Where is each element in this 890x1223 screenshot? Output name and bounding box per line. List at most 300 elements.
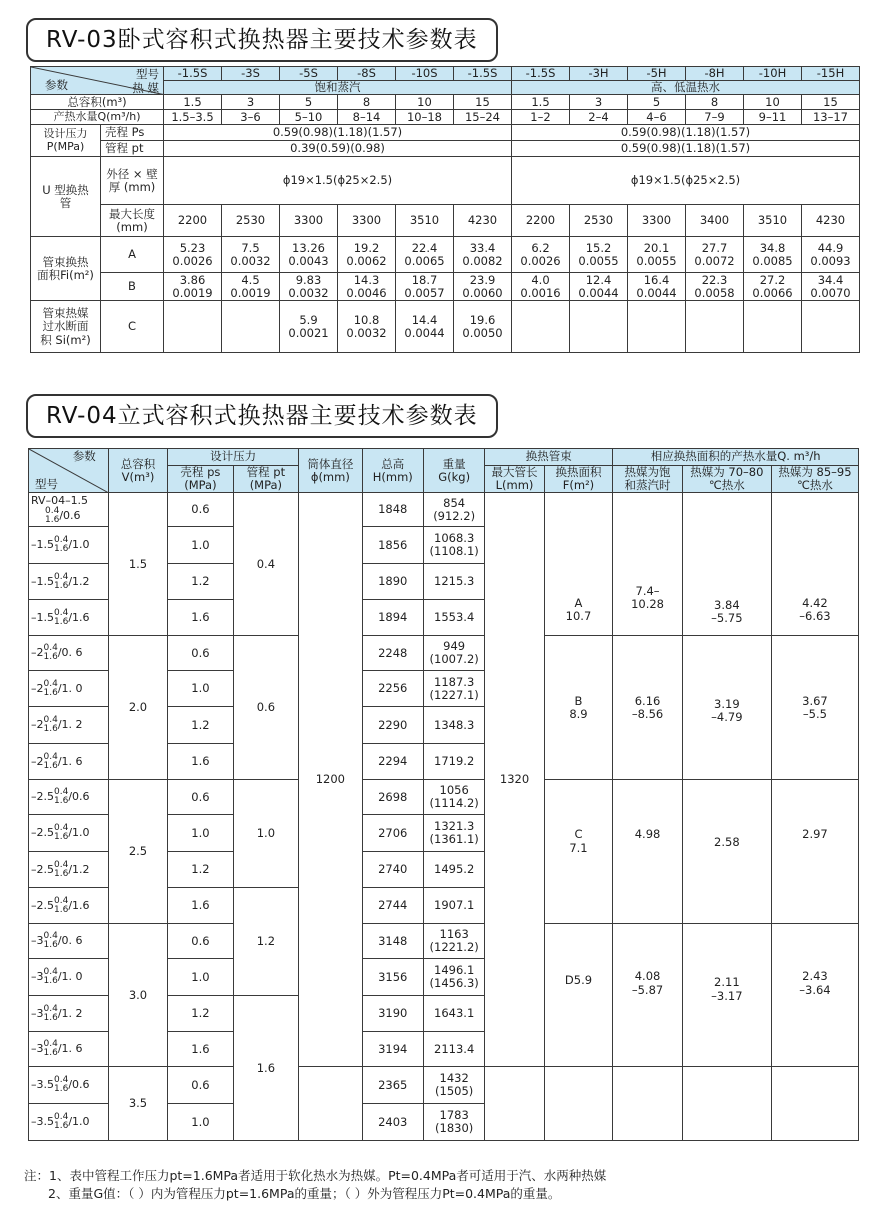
model-suffix: /0.6 xyxy=(68,1078,90,1092)
height-cell: 3156 xyxy=(362,959,423,996)
hot70-output-empty xyxy=(682,1067,771,1141)
height-cell: 3194 xyxy=(362,1032,423,1067)
cell-line: 44.9 xyxy=(817,240,844,255)
row-label: 产热水量Q(m³/h) xyxy=(31,110,164,125)
height-cell: 1848 xyxy=(362,493,423,527)
pressure-fraction: 0.4 1.6 xyxy=(43,1039,58,1059)
cell-line: 0.0062 xyxy=(346,253,387,268)
height-cell: 3148 xyxy=(362,924,423,959)
table-row xyxy=(31,273,860,301)
shell-pressure-cell: 1.0 xyxy=(168,671,233,707)
height-cell: 1856 xyxy=(362,527,423,564)
cell-line: 1068.3 xyxy=(434,531,475,546)
weight-cell xyxy=(423,527,484,564)
hot85-output-cell xyxy=(771,493,858,636)
cell-line: 0.0060 xyxy=(462,285,503,300)
model-cell xyxy=(29,996,109,1032)
shell-pressure-cell: 1.6 xyxy=(168,888,233,924)
area-cell xyxy=(544,493,613,636)
cell-line: 18.7 xyxy=(411,272,438,287)
table-cell xyxy=(570,237,628,273)
shell-pressure-cell: 0.6 xyxy=(168,780,233,815)
table-cell xyxy=(164,301,222,353)
table-cell xyxy=(164,273,222,301)
table-cell: 5 xyxy=(280,95,338,110)
table-cell: 2–4 xyxy=(570,110,628,125)
cell-line: 0.0044 xyxy=(636,285,677,300)
shell-pressure-cell: 0.6 xyxy=(168,1067,233,1104)
shell-pressure-cell: 1.0 xyxy=(168,527,233,564)
cell-line: 0.0055 xyxy=(636,253,677,268)
table-row xyxy=(31,110,860,125)
model-suffix: /1.0 xyxy=(68,538,90,552)
model-suffix: /1. 6 xyxy=(57,1042,83,1056)
medium-steam: 饱和蒸汽 xyxy=(164,81,512,95)
cell-line: 0.0032 xyxy=(346,325,387,340)
cell-line: 4.98 xyxy=(634,827,661,842)
cell-line: 20.1 xyxy=(643,240,670,255)
shell-pressure-cell: 0.6 xyxy=(168,636,233,671)
cell-line: 0.0046 xyxy=(346,285,387,300)
table-cell: 3 xyxy=(222,95,280,110)
steam-header: 热媒为饱和蒸汽时 xyxy=(613,466,683,493)
pressure-fraction: 0.4 1.6 xyxy=(43,931,58,951)
table-cell: 4–6 xyxy=(628,110,686,125)
pressure-fraction: 0.4 1.6 xyxy=(54,607,69,627)
weight-cell xyxy=(423,707,484,744)
model-cell xyxy=(29,780,109,815)
rv03-spec-table xyxy=(30,66,860,353)
table-row xyxy=(29,924,859,959)
pressure-fraction: 0.4 1.6 xyxy=(43,1003,58,1023)
cell-line: 4.0 xyxy=(531,272,550,287)
pressure-fraction: 0.4 1.6 xyxy=(45,506,60,526)
model-cell xyxy=(29,852,109,888)
table-cell xyxy=(454,301,512,353)
cell-line: 2.43 xyxy=(802,969,828,984)
height-cell: 2365 xyxy=(362,1067,423,1104)
model-prefix: –2 xyxy=(31,754,44,768)
volume-cell: 2.5 xyxy=(108,780,167,924)
cell-line: 0.0085 xyxy=(752,253,793,268)
model-header: -8H xyxy=(686,67,744,81)
table-cell: 10 xyxy=(396,95,454,110)
height-cell: 2744 xyxy=(362,888,423,924)
model-cell xyxy=(29,815,109,852)
model-prefix: –2.5 xyxy=(31,862,54,876)
row-sublabel: B xyxy=(101,273,164,301)
table-cell xyxy=(802,301,860,353)
area-header: 换热面积 F(m²) xyxy=(544,466,613,493)
table-cell: 5–10 xyxy=(280,110,338,125)
weight-cell xyxy=(423,780,484,815)
height-cell: 2294 xyxy=(362,744,423,780)
table-cell: 5 xyxy=(628,95,686,110)
cell-line: B xyxy=(574,693,583,708)
cell-line: (912.2) xyxy=(433,508,476,523)
weight-cell xyxy=(423,671,484,707)
weight-cell xyxy=(423,1104,484,1141)
cell-line: 7.4– xyxy=(635,584,660,598)
maxlen-header: 最大管长 L(mm) xyxy=(485,466,544,493)
cell-line: 6.16 xyxy=(634,693,661,708)
table-cell: 10 xyxy=(744,95,802,110)
cell-line: 4.42 xyxy=(802,596,828,610)
shell-pressure-cell: 1.6 xyxy=(168,1032,233,1067)
cell-line: C xyxy=(574,827,583,842)
cell-line: 0.0026 xyxy=(520,253,561,268)
cell-line: 1495.2 xyxy=(434,862,475,877)
pressure-fraction: 0.4 1.6 xyxy=(54,859,69,879)
cell-line: 0.0021 xyxy=(288,325,329,340)
table-cell: 9–11 xyxy=(744,110,802,125)
model-cell xyxy=(29,493,109,527)
shell-pressure-cell: 0.6 xyxy=(168,493,233,527)
cell-line: 0.0058 xyxy=(694,285,735,300)
height-cell: 2248 xyxy=(362,636,423,671)
model-suffix: /0.6 xyxy=(59,509,81,523)
table-row xyxy=(31,301,860,353)
cell-line: 1496.1 xyxy=(434,963,475,978)
table-cell: 3300 xyxy=(338,205,396,237)
table-cell: ϕ19×1.5(ϕ25×2.5) xyxy=(164,157,512,205)
shell-pressure-header: 壳程 ps (MPa) xyxy=(168,466,233,493)
model-prefix: –2 xyxy=(31,681,44,695)
cell-line: 0.0066 xyxy=(752,285,793,300)
model-cell xyxy=(29,600,109,636)
table-row xyxy=(29,493,859,527)
row-sublabel: 外径 × 壁厚 (mm) xyxy=(101,157,164,205)
model-prefix: –2.5 xyxy=(31,826,54,840)
table-cell: 1.5 xyxy=(512,95,570,110)
model-cell xyxy=(29,1067,109,1104)
shell-pressure-cell: 0.6 xyxy=(168,924,233,959)
weight-cell xyxy=(423,564,484,600)
row-label: 总容积(m³) xyxy=(31,95,164,110)
volume-cell: 3.5 xyxy=(108,1067,167,1141)
table-cell xyxy=(802,237,860,273)
table-cell xyxy=(396,301,454,353)
shell-pressure-cell: 1.2 xyxy=(168,996,233,1032)
model-header: -1.5S xyxy=(512,67,570,81)
table-cell xyxy=(396,273,454,301)
cell-line: (1456.3) xyxy=(429,976,479,991)
area-cell xyxy=(544,636,613,780)
table-cell xyxy=(686,301,744,353)
model-cell xyxy=(29,744,109,780)
cell-line: 8.9 xyxy=(569,706,588,721)
model-header: -10S xyxy=(396,67,454,81)
model-suffix: /1.2 xyxy=(68,862,90,876)
weight-cell xyxy=(423,493,484,527)
pressure-fraction: 0.4 1.6 xyxy=(43,751,58,771)
table-cell xyxy=(570,301,628,353)
row-label: 设计压力 P(MPa) xyxy=(31,125,101,157)
cell-line: 14.3 xyxy=(353,272,380,287)
model-header: -15H xyxy=(802,67,860,81)
cell-line: 0.0016 xyxy=(520,285,561,300)
weight-cell xyxy=(423,1032,484,1067)
cell-line: 0.0093 xyxy=(810,253,851,268)
model-cell xyxy=(29,1104,109,1141)
cell-line: 1163 xyxy=(439,927,469,942)
cell-line: 5.9 xyxy=(299,312,318,327)
table-cell xyxy=(454,273,512,301)
cell-line: 10.8 xyxy=(353,312,380,327)
cell-line: 13.26 xyxy=(292,240,325,255)
hot70-output-cell xyxy=(682,493,771,636)
weight-cell xyxy=(423,600,484,636)
table-cell: 10–18 xyxy=(396,110,454,125)
model-prefix: –3 xyxy=(31,1006,44,1020)
cell-line: 22.4 xyxy=(411,240,438,255)
table-row xyxy=(29,636,859,671)
cell-line: 5.23 xyxy=(179,240,206,255)
model-cell xyxy=(29,636,109,671)
diameter-cell: 1200 xyxy=(299,493,362,1067)
table-cell: 3400 xyxy=(686,205,744,237)
hot85-output-cell xyxy=(771,780,858,924)
tube-pressure-cell: 1.2 xyxy=(233,888,298,996)
table-cell: 4230 xyxy=(802,205,860,237)
table-cell: 4230 xyxy=(454,205,512,237)
table-cell xyxy=(744,301,802,353)
cell-line: –5.5 xyxy=(802,706,827,721)
area-cell: D5.9 xyxy=(544,924,613,1067)
cell-line: –4.79 xyxy=(711,709,743,724)
model-suffix: /1. 0 xyxy=(57,970,83,984)
table-cell: 1.5–3.5 xyxy=(164,110,222,125)
table-cell: 3300 xyxy=(280,205,338,237)
cell-line: (1505) xyxy=(435,1084,474,1099)
table-cell: 0.59(0.98)(1.18)(1.57) xyxy=(164,125,512,141)
weight-cell xyxy=(423,1067,484,1104)
table-cell: ϕ19×1.5(ϕ25×2.5) xyxy=(512,157,860,205)
table-row xyxy=(31,125,860,141)
height-cell: 2740 xyxy=(362,852,423,888)
cell-line: –5.87 xyxy=(631,982,664,997)
model-cell xyxy=(29,527,109,564)
cell-line: 0.0019 xyxy=(172,285,213,300)
model-prefix: –3 xyxy=(31,970,44,984)
table-cell xyxy=(338,273,396,301)
table-cell: 2200 xyxy=(512,205,570,237)
cell-line: 27.7 xyxy=(701,240,728,255)
cell-line: –8.56 xyxy=(631,706,664,721)
cell-line: 0.0072 xyxy=(694,253,735,268)
model-suffix: /1. 2 xyxy=(57,1006,83,1020)
table-cell xyxy=(744,237,802,273)
hot70-output-cell xyxy=(682,780,771,924)
table-cell xyxy=(512,273,570,301)
cell-line: –6.63 xyxy=(799,609,831,624)
table-cell: 0.59(0.98)(1.18)(1.57) xyxy=(512,141,860,157)
cell-line: 4.08 xyxy=(634,969,661,984)
model-suffix: /0.6 xyxy=(68,790,90,804)
tube-pressure-header: 管程 pt (MPa) xyxy=(233,466,298,493)
model-prefix: –3.5 xyxy=(31,1078,54,1092)
weight-cell xyxy=(423,959,484,996)
row-label: 管束热媒过水断面积 Si(m²) xyxy=(31,301,101,353)
model-suffix: /1.6 xyxy=(68,898,90,912)
model-header: -3S xyxy=(222,67,280,81)
model-prefix: –3 xyxy=(31,934,44,948)
weight-header: 重量 G(kg) xyxy=(423,449,484,493)
weight-cell xyxy=(423,924,484,959)
weight-cell xyxy=(423,744,484,780)
cell-line: (1114.2) xyxy=(429,796,479,811)
table-cell xyxy=(686,273,744,301)
cell-line: 1321.3 xyxy=(434,819,475,834)
cell-line: 3.86 xyxy=(179,272,206,287)
model-suffix-line xyxy=(31,507,108,525)
cell-line: –3.64 xyxy=(799,982,831,997)
cell-line: 1553.4 xyxy=(434,610,475,625)
cell-line: 0.0026 xyxy=(172,253,213,268)
model-suffix: /1.2 xyxy=(68,574,90,588)
cell-line: 27.2 xyxy=(759,272,786,287)
bundle-header: 换热管束 xyxy=(485,449,613,466)
model-suffix: /0. 6 xyxy=(57,934,83,948)
table-cell xyxy=(512,301,570,353)
cell-line: (1227.1) xyxy=(429,687,479,702)
table-cell: 1.5 xyxy=(164,95,222,110)
model-header: -5S xyxy=(280,67,338,81)
table-cell: 8–14 xyxy=(338,110,396,125)
hot85-output-empty xyxy=(771,1067,858,1141)
shell-pressure-cell: 1.0 xyxy=(168,959,233,996)
weight-cell xyxy=(423,996,484,1032)
cell-line: 949 xyxy=(443,639,466,654)
cell-line: 2113.4 xyxy=(434,1041,475,1056)
height-header: 总高 H(mm) xyxy=(362,449,423,493)
corner-model-label: 型号 xyxy=(35,477,58,492)
cell-line: 0.0065 xyxy=(404,253,445,268)
cell-line: (1007.2) xyxy=(429,652,479,667)
shell-pressure-cell: 1.2 xyxy=(168,707,233,744)
table-cell: 3300 xyxy=(628,205,686,237)
model-cell xyxy=(29,959,109,996)
model-suffix: /1.0 xyxy=(68,826,90,840)
table-cell: 2200 xyxy=(164,205,222,237)
table-cell: 15–24 xyxy=(454,110,512,125)
shell-pressure-cell: 1.0 xyxy=(168,815,233,852)
cell-line: 1719.2 xyxy=(434,754,475,769)
model-prefix: –2 xyxy=(31,718,44,732)
table-cell xyxy=(454,237,512,273)
cell-line: 1432 xyxy=(439,1071,469,1086)
row-label: U 型换热管 xyxy=(31,157,101,237)
table-cell: 3510 xyxy=(744,205,802,237)
row-sublabel: 最大长度(mm) xyxy=(101,205,164,237)
height-cell: 3190 xyxy=(362,996,423,1032)
table-cell xyxy=(280,273,338,301)
table-cell xyxy=(280,301,338,353)
cell-line: 9.83 xyxy=(295,272,322,287)
weight-cell xyxy=(423,888,484,924)
cell-line: 3.19 xyxy=(714,696,740,711)
table-cell xyxy=(222,301,280,353)
hot70-output-cell xyxy=(682,924,771,1067)
table-cell xyxy=(338,237,396,273)
table-cell: 2530 xyxy=(570,205,628,237)
cell-line: 14.4 xyxy=(411,312,438,327)
table-cell: 8 xyxy=(338,95,396,110)
corner-header xyxy=(29,449,109,493)
height-cell: 2256 xyxy=(362,671,423,707)
shell-pressure-cell: 1.6 xyxy=(168,744,233,780)
cell-line: 0.0070 xyxy=(810,285,851,300)
cell-line: –3.17 xyxy=(711,988,743,1003)
table-cell: 7–9 xyxy=(686,110,744,125)
tube-pressure-cell: 1.0 xyxy=(233,780,298,888)
table2-title: RV-04立式容积式换热器主要技术参数表 xyxy=(26,394,498,438)
cell-line: 19.2 xyxy=(353,240,380,255)
height-cell: 2706 xyxy=(362,815,423,852)
cell-line: 16.4 xyxy=(643,272,670,287)
model-prefix: –2.5 xyxy=(31,790,54,804)
cell-line: A xyxy=(574,596,583,610)
pressure-fraction: 0.4 1.6 xyxy=(54,787,69,807)
table-cell xyxy=(570,273,628,301)
cell-line: –5.75 xyxy=(711,611,743,626)
pressure-fraction: 0.4 1.6 xyxy=(43,643,58,663)
table-row xyxy=(31,237,860,273)
footnote-1: 注：1、表中管程工作压力pt=1.6MPa者适用于软化热水为热媒。Pt=0.4MPa者可适用于汽、水两种热媒 xyxy=(24,1168,607,1183)
model-header: -1.5S xyxy=(454,67,512,81)
cell-line: 12.4 xyxy=(585,272,612,287)
cell-line: 6.2 xyxy=(531,240,550,255)
height-cell: 2290 xyxy=(362,707,423,744)
table-cell xyxy=(222,273,280,301)
table-cell xyxy=(628,301,686,353)
row-sublabel: C xyxy=(101,301,164,353)
model-cell xyxy=(29,1032,109,1067)
model-prefix: –1.5 xyxy=(31,538,54,552)
model-cell xyxy=(29,924,109,959)
table-cell: 1–2 xyxy=(512,110,570,125)
volume-cell: 3.0 xyxy=(108,924,167,1067)
cell-line: (1830) xyxy=(435,1121,474,1136)
model-suffix: /0. 6 xyxy=(57,646,83,660)
cell-line: (1221.2) xyxy=(429,940,479,955)
steam-output-empty xyxy=(613,1067,683,1141)
cell-line: 3.67 xyxy=(802,693,828,708)
row-label: 管束换热面积Fi(m²) xyxy=(31,237,101,301)
cell-line: 7.1 xyxy=(569,840,588,855)
medium-water: 高、低温热水 xyxy=(512,81,860,95)
cell-line: 0.0043 xyxy=(288,253,329,268)
model-suffix: /1. 2 xyxy=(57,718,83,732)
cell-line: 3.84 xyxy=(714,598,740,612)
pressure-fraction: 0.4 1.6 xyxy=(54,823,69,843)
pressure-fraction: 0.4 1.6 xyxy=(54,895,69,915)
pressure-fraction: 0.4 1.6 xyxy=(54,1112,69,1132)
volume-cell: 2.0 xyxy=(108,636,167,780)
cell-line: 10.28 xyxy=(631,597,664,612)
table-cell xyxy=(628,237,686,273)
diameter-cell-empty xyxy=(299,1067,362,1141)
cell-line: 1187.3 xyxy=(434,674,475,689)
table-cell xyxy=(802,273,860,301)
cell-line: 854 xyxy=(443,495,466,510)
table-row xyxy=(31,157,860,205)
table-cell xyxy=(628,273,686,301)
rv04-spec-table xyxy=(28,448,859,1141)
table-cell xyxy=(744,273,802,301)
row-sublabel: 壳程 Ps xyxy=(101,125,164,141)
cell-line: 22.3 xyxy=(701,272,728,287)
